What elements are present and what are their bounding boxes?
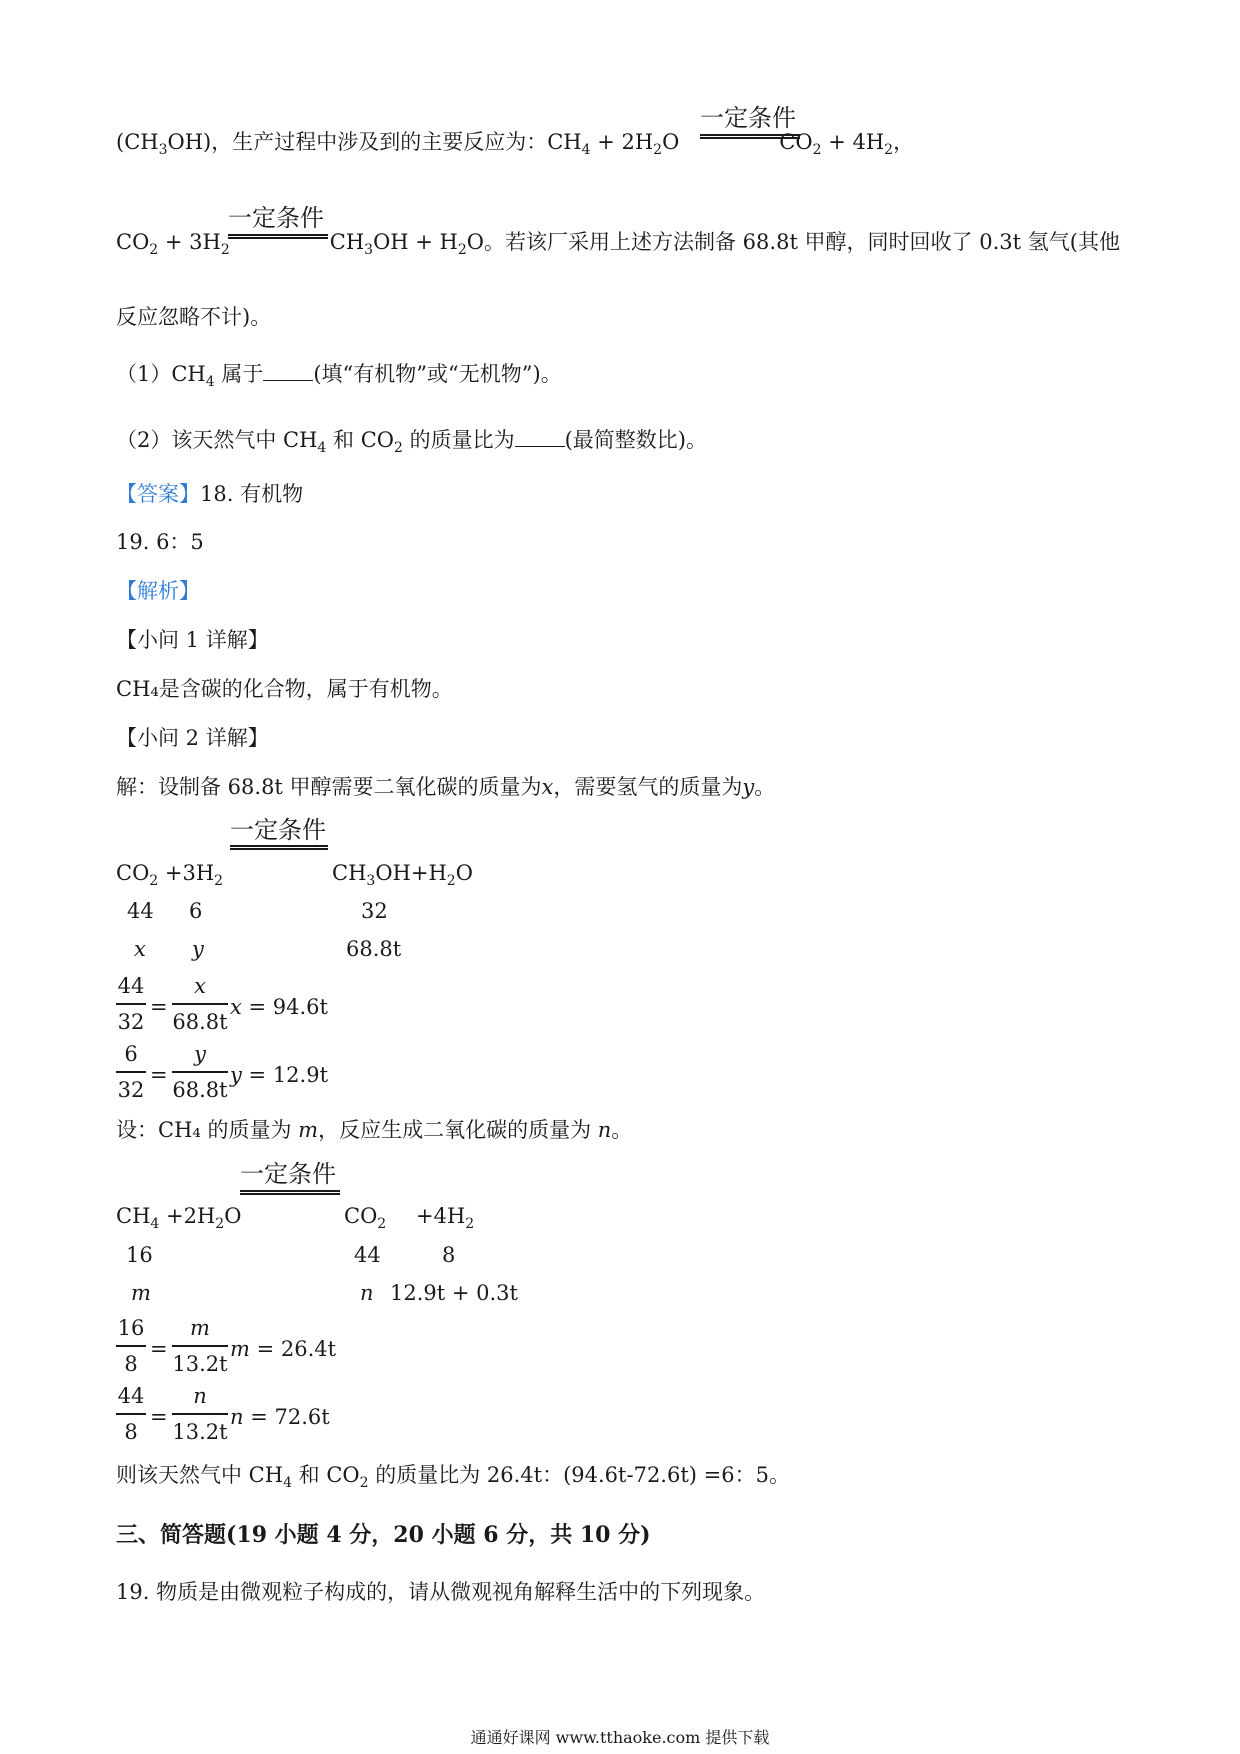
fraction-2-right: y 68.8t bbox=[172, 1042, 228, 1102]
reaction-arrow-2 bbox=[228, 234, 328, 239]
condition-label-1: 一定条件 bbox=[700, 104, 796, 132]
fraction-4-result: n = 72.6t bbox=[230, 1405, 330, 1429]
fraction-2-left: 6 32 bbox=[117, 1042, 145, 1102]
fraction-3-result: m = 26.4t bbox=[230, 1337, 337, 1361]
intro-line-2: $CO_2 + 3H_2$ $CH_3OH + H_2O$。若该厂采用上述方法制备 68.8t 甲醇，同时回收了 0.3t 氢气(其他 bbox=[116, 230, 1120, 258]
fraction-4-right: n 13.2t bbox=[172, 1384, 228, 1444]
condition-label-2: 一定条件 bbox=[228, 204, 324, 232]
eq1-reactants: $CO_2 +3H_2$ bbox=[116, 861, 224, 889]
eq2-product-co2: $CO_2$ bbox=[344, 1204, 387, 1232]
section-3-heading: 三、简答题(19 小题 4 分，20 小题 6 分，共 10 分) bbox=[116, 1522, 651, 1548]
answer-blank-2[interactable] bbox=[515, 428, 565, 447]
question-2: （2）该天然气中 $CH_4$ 和 $CO_2$ 的质量比为 (最简整数比)。 bbox=[116, 428, 707, 456]
question-1: $(1)CH_4$ 属于 (填“有机物”或“无机物”)。 bbox=[116, 362, 562, 390]
eq2-reactants: $CH_4 +2H_2O$ bbox=[116, 1204, 242, 1232]
eq2-var-m: m bbox=[131, 1281, 151, 1305]
footer-source: 通通好课网 www.tthaoke.com 提供下载 bbox=[470, 1728, 770, 1747]
subquestion-2-title: 【小问 2 详解】 bbox=[116, 726, 269, 750]
reaction-arrow-4 bbox=[240, 1190, 340, 1195]
eq2-value: 12.9t + 0.3t bbox=[390, 1281, 518, 1305]
eq2-mass-co2: 44 bbox=[354, 1243, 381, 1267]
fraction-4-left: 44 8 bbox=[117, 1384, 145, 1444]
eq1-mass-co2: 44 bbox=[127, 899, 154, 923]
set-statement-2: 设：CH₄ 的质量为 m，反应生成二氧化碳的质量为 n。 bbox=[116, 1118, 633, 1142]
intro-line-3: 反应忽略不计)。 bbox=[116, 305, 272, 329]
fraction-3-right: m 13.2t bbox=[172, 1316, 228, 1376]
eq1-mass-h2: 6 bbox=[189, 899, 203, 923]
fraction-1-right: x 68.8t bbox=[172, 974, 228, 1034]
solve-statement: 解：设制备 68.8t 甲醇需要二氧化碳的质量为x，需要氢气的质量为y。 bbox=[116, 775, 776, 799]
question-19: 19. 物质是由微观粒子构成的，请从微观视角解释生活中的下列现象。 bbox=[116, 1580, 766, 1604]
fraction-3-left: 16 8 bbox=[117, 1316, 145, 1376]
answer-line: 【答案】18. 有机物 bbox=[116, 482, 304, 506]
reaction-arrow-1 bbox=[700, 134, 800, 139]
eq1-mass-ch3oh: 32 bbox=[361, 899, 388, 923]
analysis-tag: 【解析】 bbox=[116, 579, 200, 603]
reaction-arrow-3 bbox=[230, 845, 328, 850]
eq1-products: $CH_3OH+H_2O$ bbox=[332, 861, 473, 889]
fraction-2-result: y = 12.9t bbox=[230, 1063, 329, 1087]
eq1-value: 68.8t bbox=[346, 937, 402, 961]
answer-19: 19. 6：5 bbox=[116, 530, 204, 554]
eq2-product-h2: $+4H_2$ bbox=[416, 1204, 475, 1232]
conclusion: 则该天然气中 $CH_4$ 和 $CO_2$ 的质量比为 26.4t：(94.6t-72.6t) =6：5。 bbox=[116, 1463, 790, 1491]
condition-label-4: 一定条件 bbox=[240, 1160, 336, 1188]
fraction-1-left: 44 32 bbox=[117, 974, 145, 1034]
answer-tag: 【答案】 bbox=[116, 482, 200, 506]
condition-label-3: 一定条件 bbox=[230, 816, 326, 844]
eq2-mass-h2: 8 bbox=[442, 1243, 456, 1267]
eq1-var-x: x bbox=[134, 937, 146, 961]
subquestion-1-text: CH₄是含碳的化合物，属于有机物。 bbox=[116, 677, 453, 701]
intro-line-1: $(CH_3OH)$，生产过程中涉及到的主要反应为：$CH_4 + 2H_2O$ $CO_2 + 4H_2$， bbox=[116, 130, 915, 158]
eq2-mass-ch4: 16 bbox=[126, 1243, 153, 1267]
answer-blank-1[interactable] bbox=[263, 362, 313, 381]
subquestion-1-title: 【小问 1 详解】 bbox=[116, 628, 269, 652]
fraction-1-result: x = 94.6t bbox=[230, 995, 328, 1019]
eq2-var-n: n bbox=[360, 1281, 374, 1305]
eq1-var-y: y bbox=[192, 937, 204, 961]
